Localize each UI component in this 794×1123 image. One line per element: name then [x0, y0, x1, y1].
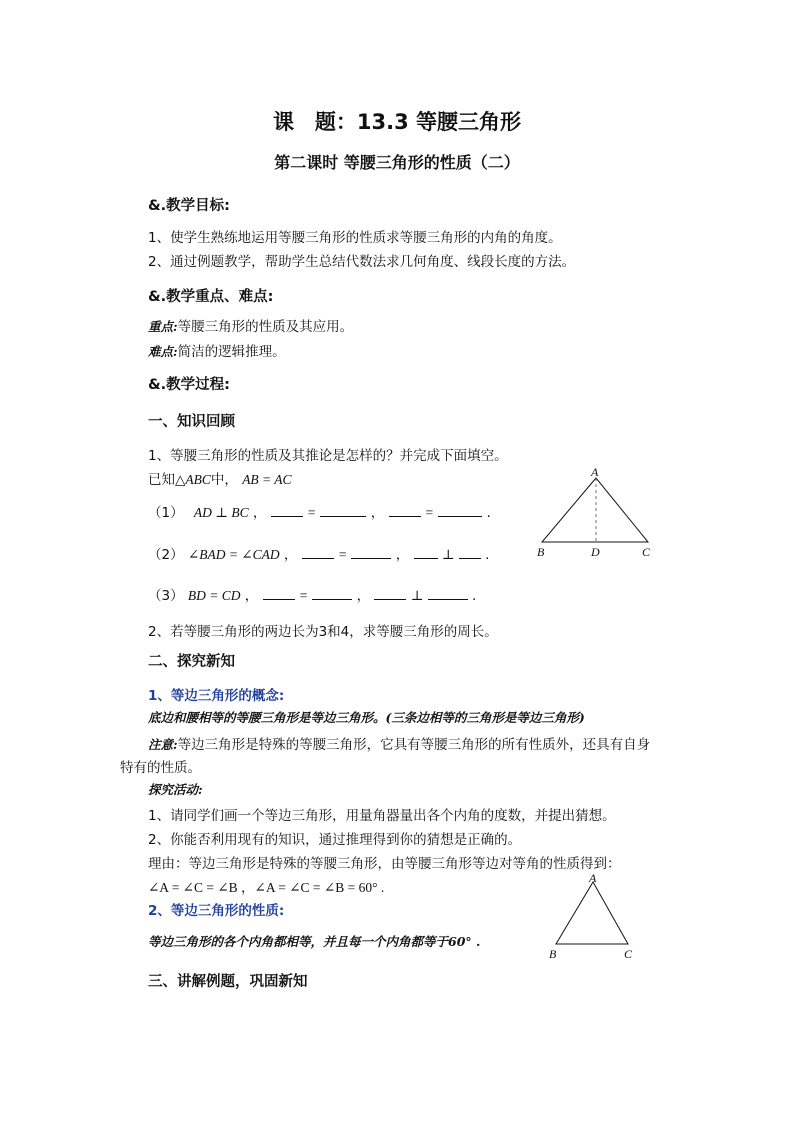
triangle-abc-equilateral: [556, 882, 628, 944]
vertex-label-a: A: [591, 465, 599, 479]
fill-item-3: [148, 584, 476, 604]
item-1-number: （1）: [148, 505, 184, 521]
item-3-number: （3）: [148, 588, 184, 604]
equals-sign: =: [306, 505, 317, 520]
comma: ，: [356, 588, 371, 604]
given-triangle: △ABC: [175, 472, 211, 487]
hard-point: [148, 340, 286, 360]
goal-item-2: 2、通过例题教学，帮助学生总结代数法求几何角度、线段长度的方法。: [148, 254, 576, 270]
vertex-label-a: A: [589, 871, 597, 885]
key-point-text: 等腰三角形的性质及其应用。: [177, 319, 354, 335]
equals-sign: =: [424, 505, 434, 520]
item-1-condition: AD ⊥ BC: [193, 505, 249, 520]
equilateral-triangle-figure: [540, 868, 650, 964]
lesson-subtitle: 第二课时 等腰三角形的性质（二）: [274, 153, 520, 172]
hard-point-text: 简洁的逻辑推理。: [177, 344, 286, 360]
reason-line: 理由：等边三角形是特殊的等腰三角形，由等腰三角形等边对等角的性质得到：: [148, 856, 621, 872]
blank: [302, 546, 334, 559]
blank: [320, 504, 366, 517]
blank: [351, 546, 391, 559]
given-mid: 中，: [210, 472, 238, 488]
blank: [459, 546, 481, 559]
activity-item-2: 2、你能否利用现有的知识，通过推理得到你的猜想是正确的。: [148, 832, 522, 848]
page-title: 课 题：13.3 等腰三角形: [272, 110, 522, 134]
review-question-1: 1、等腰三角形的性质及其推论是怎样的？并完成下面填空。: [148, 448, 508, 464]
vertex-label-c: C: [624, 947, 633, 961]
comma: ，: [370, 505, 385, 521]
item-3-condition: BD = CD: [187, 588, 241, 603]
note-line-1: [148, 733, 650, 753]
angle-formula: ∠A = ∠C = ∠B ，∠A = ∠C = ∠B = 60° .: [148, 880, 385, 895]
vertex-label-b: B: [549, 947, 557, 961]
given-line: [148, 468, 292, 488]
fill-item-2: [148, 543, 489, 563]
given-equation: AB = AC: [242, 472, 292, 487]
period: .: [485, 547, 490, 563]
blank: [374, 587, 406, 600]
equals-sign: =: [338, 547, 348, 562]
concept-heading: 1、等边三角形的概念:: [148, 688, 285, 704]
period: .: [472, 588, 477, 604]
key-heading: &.教学重点、难点:: [148, 289, 274, 305]
property-text: 等边三角形的各个内角都相等，并且每一个内角都等于60° .: [148, 934, 481, 949]
hard-point-label: 难点:: [148, 344, 178, 359]
goal-item-1: 1、使学生熟练地运用等腰三角形的性质求等腰三角形的内角的角度。: [148, 230, 562, 246]
property-heading: 2、等边三角形的性质:: [148, 903, 285, 919]
blank: [428, 587, 468, 600]
blank: [389, 504, 421, 517]
vertex-label-c: C: [642, 545, 651, 559]
fill-item-1: [148, 501, 491, 521]
perp-sign: ⊥: [410, 588, 424, 603]
blank: [271, 504, 303, 517]
item-2-condition: ∠BAD = ∠CAD: [187, 547, 280, 562]
process-heading: &.教学过程:: [148, 377, 230, 393]
equals-sign: =: [298, 588, 309, 603]
blank: [438, 504, 482, 517]
concept-definition: 底边和腰相等的等腰三角形是等边三角形。(三条边相等的三角形是等边三角形): [148, 710, 585, 725]
explore-heading: 二、探究新知: [148, 654, 235, 670]
activity-item-1: 1、请同学们画一个等边三角形，用量角器量出各个内角的度数，并提出猜想。: [148, 808, 616, 824]
period: .: [486, 505, 491, 521]
item-2-number: （2）: [148, 547, 184, 563]
review-question-2: 2、若等腰三角形的两边长为3和4，求等腰三角形的周长。: [148, 624, 498, 640]
vertex-label-d: D: [591, 545, 600, 559]
vertex-label-b: B: [537, 545, 545, 559]
comma: ，: [283, 547, 298, 563]
comma: ，: [395, 547, 410, 563]
blank: [414, 546, 438, 559]
note-line-2: 特有的性质。: [120, 760, 201, 776]
comma: ，: [252, 505, 267, 521]
note-text-1: 等边三角形是特殊的等腰三角形，它具有等腰三角形的所有性质外，还具有自身: [177, 737, 651, 753]
note-label: 注意:: [148, 737, 178, 752]
examples-heading: 三、讲解例题，巩固新知: [148, 974, 308, 990]
goals-heading: &.教学目标:: [148, 198, 230, 214]
key-point: [148, 315, 353, 335]
perp-sign: ⊥: [441, 547, 455, 562]
given-prefix: 已知: [148, 472, 175, 488]
triangle-abc: [542, 478, 648, 542]
comma: ，: [244, 588, 259, 604]
isosceles-triangle-figure: [530, 464, 660, 564]
review-heading: 一、知识回顾: [148, 414, 235, 430]
blank: [312, 587, 352, 600]
activity-label: 探究活动:: [148, 782, 203, 797]
key-point-label: 重点:: [148, 319, 178, 334]
blank: [263, 587, 295, 600]
